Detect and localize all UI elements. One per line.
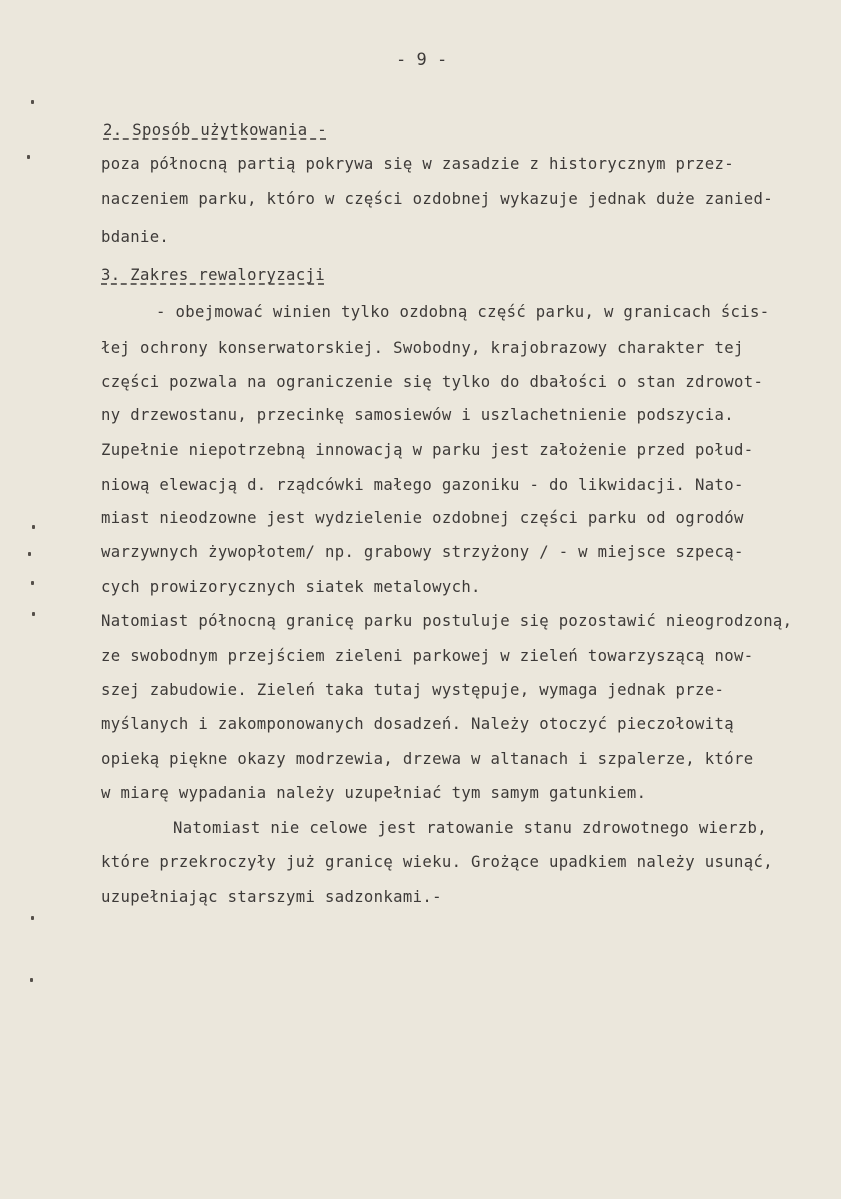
section-2-line: bdanie. [101,228,170,246]
section-3-heading: 3. Zakres rewaloryzacji [101,266,325,284]
section-3-line: ny drzewostanu, przecinkę samosiewów i uszlachetnienie podszycia. [101,406,734,424]
section-2-line: poza północną partią pokrywa się w zasadzie z historycznym przez- [101,155,734,173]
section-3-line: niową elewacją d. rządcówki małego gazoniku - do likwidacji. Nato- [101,476,744,494]
section-3-line: Natomiast nie celowe jest ratowanie stanu zdrowotnego wierzb, [173,819,768,837]
section-3-line: Zupełnie niepotrzebną innowacją w parku jest założenie przed połud- [101,441,754,459]
section-3-line: - obejmować winien tylko ozdobną część parku, w granicach ścis- [156,303,770,321]
section-3-line: miast nieodzowne jest wydzielenie ozdobnej części parku od ogrodów [101,509,744,527]
margin-mark [32,525,35,529]
section-3-line: uzupełniając starszymi sadzonkami.- [101,888,442,906]
section-3-line: które przekroczyły już granicę wieku. Grożące upadkiem należy usunąć, [101,853,773,871]
section-3-line: łej ochrony konserwatorskiej. Swobodny, krajobrazowy charakter tej [101,339,744,357]
section-3-line: cych prowizorycznych siatek metalowych. [101,578,481,596]
section-3-line: w miarę wypadania należy uzupełniać tym samym gatunkiem. [101,784,647,802]
section-2-heading: 2. Sposób użytkowania - [103,121,327,139]
margin-mark [27,155,30,159]
section-2-line: naczeniem parku, któro w części ozdobnej wykazuje jednak duże zanied- [101,190,773,208]
margin-mark [28,552,31,556]
page-number: - 9 - [396,50,448,70]
section-3-line: myślanych i zakomponowanych dosadzeń. Należy otoczyć pieczołowitą [101,715,734,733]
margin-mark [32,612,35,616]
margin-mark [31,916,34,920]
margin-mark [31,581,34,585]
section-3-line: ze swobodnym przejściem zieleni parkowej w zieleń towarzyszącą now- [101,647,754,665]
section-3-line: opieką piękne okazy modrzewia, drzewa w altanach i szpalerze, które [101,750,754,768]
margin-mark [30,978,33,982]
margin-mark [31,100,34,104]
section-3-line: warzywnych żywopłotem/ np. grabowy strzyżony / - w miejsce szpecą- [101,543,744,561]
section-3-line: części pozwala na ograniczenie się tylko do dbałości o stan zdrowot- [101,373,764,391]
section-3-line: Natomiast północną granicę parku postuluje się pozostawić nieogrodzoną, [101,612,793,630]
section-3-line: szej zabudowie. Zieleń taka tutaj występuje, wymaga jednak prze- [101,681,725,699]
